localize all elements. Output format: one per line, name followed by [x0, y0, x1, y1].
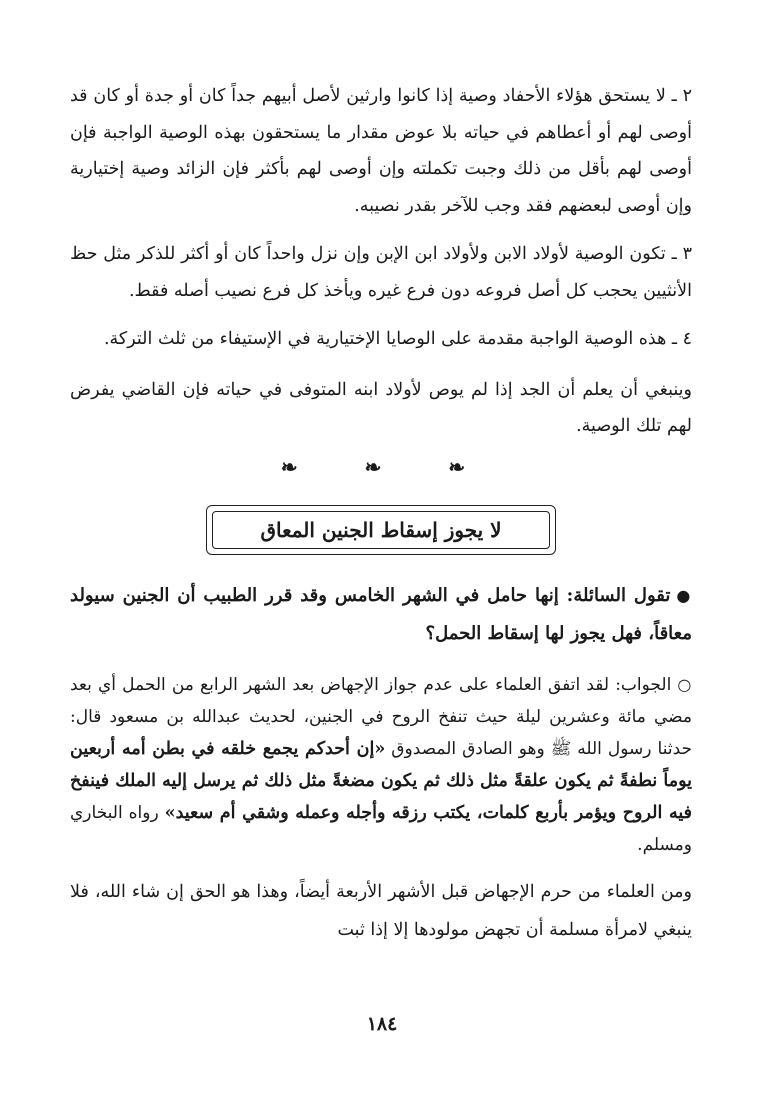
- page-number: ١٨٤: [366, 1013, 398, 1035]
- filled-bullet-icon: ●: [676, 585, 692, 605]
- answer-paragraph: [70, 669, 692, 861]
- question-paragraph: [70, 577, 692, 653]
- answer-intro: الجواب: لقد اتفق العلماء على عدم جواز الإجهاض بعد الشهر الرابع من الحمل أي بعد مضي مائة وعشرين ليلة حيث تنفخ الروح في الجنين، لحديث عبدالله بن مسعود قال: حدثنا رسول الله ﷺ وهو الصادق المصدوق: [70, 674, 693, 759]
- section-title-frame: [70, 505, 692, 555]
- paragraph-item-4: ٤ ـ هذه الوصية الواجبة مقدمة على الوصايا الإختيارية في الإستيفاء من ثلث التركة.: [103, 329, 692, 349]
- ornament-icon: ❧: [280, 454, 314, 479]
- paragraph-note: وينبغي أن يعلم أن الجد إذا لم يوص لأولاد ابنه المتوفى في حياته فإن القاضي يفرض لهم تلك الوصية.: [70, 379, 692, 436]
- section-title-box: [206, 505, 556, 555]
- paragraph-item-3: ٣ ـ تكون الوصية لأولاد الابن ولأولاد ابن الإبن وإن نزل واحداً كان أو أكثر للذكر مثل حظ الأنثيين يحجب كل أصل فروعه دون فرع غيره ويأخذ كل فرع نصيب أصله فقط.: [70, 244, 692, 301]
- closing-paragraph: ومن العلماء من حرم الإجهاض قبل الأشهر الأربعة أيضاً، وهذا هو الحق إن شاء الله، فلا ينبغي لامرأة مسلمة أن تجهض مولودها إلا إذا ثبت: [70, 881, 692, 940]
- section-title: لا يجوز إسقاط الجنين المعاق: [260, 517, 502, 542]
- hadith-quote: «إن أحدكم يجمع خلقه في بطن أمه أربعين يوماً نطفةً ثم يكون علقةً مثل ذلك ثم يكون مضغةً مثل ذلك ثم يرسل إليه الملك فينفخ فيه الروح ويؤمر بأربع كلمات، يكتب رزقه وأجله وعمله وشقي أم سعيد»: [70, 738, 692, 823]
- question-text: تقول السائلة: إنها حامل في الشهر الخامس وقد قرر الطبيب أن الجنين سيولد معاقاً، فهل يجوز لها إسقاط الحمل؟: [70, 584, 692, 644]
- section-ornament: [70, 455, 692, 485]
- ornament-icon: ❧: [448, 454, 482, 479]
- paragraph-item-2: ٢ ـ لا يستحق هؤلاء الأحفاد وصية إذا كانوا وارثين لأصل أبيهم جداً كان أو جدة أو كان قد أوصى لهم أو أعطاهم في حياته بلا عوض مقدار ما يستحقون بهذه الوصية الواجبة فإن أوصى لهم بأقل من ذلك وجبت تكملته وإن أوصى لهم بأكثر فإن الزائد وصية إختيارية وإن أوصى لبعضهم فقد وجب للآخر بقدر نصيبه.: [70, 86, 692, 216]
- hadith-source: رواه البخاري ومسلم.: [70, 802, 692, 855]
- ornament-icon: ❧: [364, 454, 398, 479]
- hollow-bullet-icon: ○: [677, 674, 693, 694]
